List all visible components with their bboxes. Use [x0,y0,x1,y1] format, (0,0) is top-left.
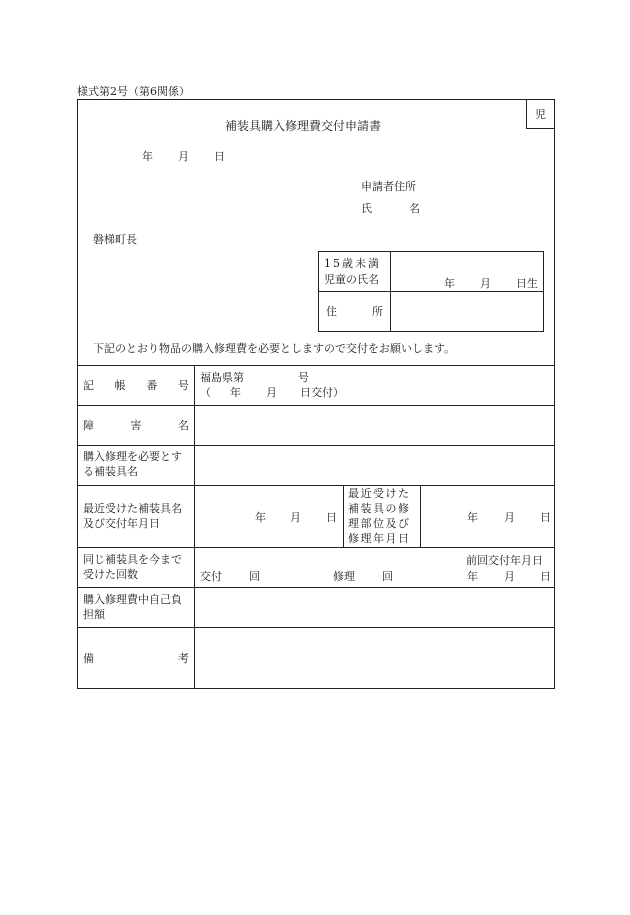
delivery-label: 交付 [200,570,222,583]
record-paren-open: （ [200,386,211,399]
repair-label: 修理 [333,570,355,583]
birth-year: 年 [444,277,455,290]
child-box-divider [318,291,544,292]
form-title: 補装具購入修理費交付申請書 [225,119,382,133]
delivery-count-unit: 回 [249,570,260,583]
prev-day: 日 [540,570,551,583]
row-label-times-received: 同じ補装具を今まで 受けた回数 [83,553,182,581]
row-label-disability: 障 害 名 [83,419,189,432]
applicant-name-label-2: 名 [409,202,420,215]
row-label-last-device: 最近受けた補装具名 及び交付年月日 [83,502,182,530]
table-col-divider [343,485,344,547]
applicant-name-label-1: 氏 [361,202,372,215]
table-line [77,365,555,366]
row-label-device-name: 購入修理を必要とす る補装具名 [83,450,182,478]
corner-label: 児 [535,108,546,121]
child-box-vdivider [390,251,391,332]
record-number-suffix: 号 [298,371,309,384]
date-month: 月 [178,150,189,163]
table-line [77,485,555,486]
prev-month: 月 [504,570,515,583]
table-line [77,627,555,628]
record-month: 月 [266,386,277,399]
last-device-year: 年 [255,511,266,524]
recipient: 磐梯町長 [93,233,137,246]
repair-count-unit: 回 [382,570,393,583]
table-line [77,547,555,548]
table-col-divider [420,485,421,547]
last-repair-year: 年 [467,511,478,524]
child-address-label-1: 住 [326,305,337,318]
record-year: 年 [230,386,241,399]
last-repair-day: 日 [540,511,551,524]
table-col-divider [194,365,195,689]
last-device-month: 月 [290,511,301,524]
birth-month: 月 [480,277,491,290]
prev-year: 年 [467,570,478,583]
record-day-issued: 日交付） [300,386,344,399]
child-address-label-2: 所 [372,305,383,318]
table-line [77,445,555,446]
applicant-address-label: 申請者住所 [361,180,416,193]
record-prefix: 福島県第 [200,371,244,384]
row-label-self-pay: 購入修理費中自己負 担額 [83,593,182,621]
child-name-label-2: 児童の氏名 [324,273,379,286]
sub-label-last-repair: 最近受けた 補装具の修 理部位及び 修理年月日 [348,487,411,545]
last-repair-month: 月 [504,511,515,524]
date-day: 日 [214,150,225,163]
table-line [77,587,555,588]
prev-delivery-date-label: 前回交付年月日 [466,554,543,567]
last-device-day: 日 [326,511,337,524]
row-label-remarks: 備 考 [83,652,189,665]
child-name-label-1: 15歳未満 [324,257,381,270]
table-line [77,405,555,406]
form-number: 様式第2号（第6関係） [77,85,190,98]
date-year: 年 [142,150,153,163]
request-text: 下記のとおり物品の購入修理費を必要としますので交付をお願いします。 [93,342,456,355]
birth-day: 日生 [516,277,538,290]
row-label-record-number: 記 帳 番 号 [83,379,189,392]
